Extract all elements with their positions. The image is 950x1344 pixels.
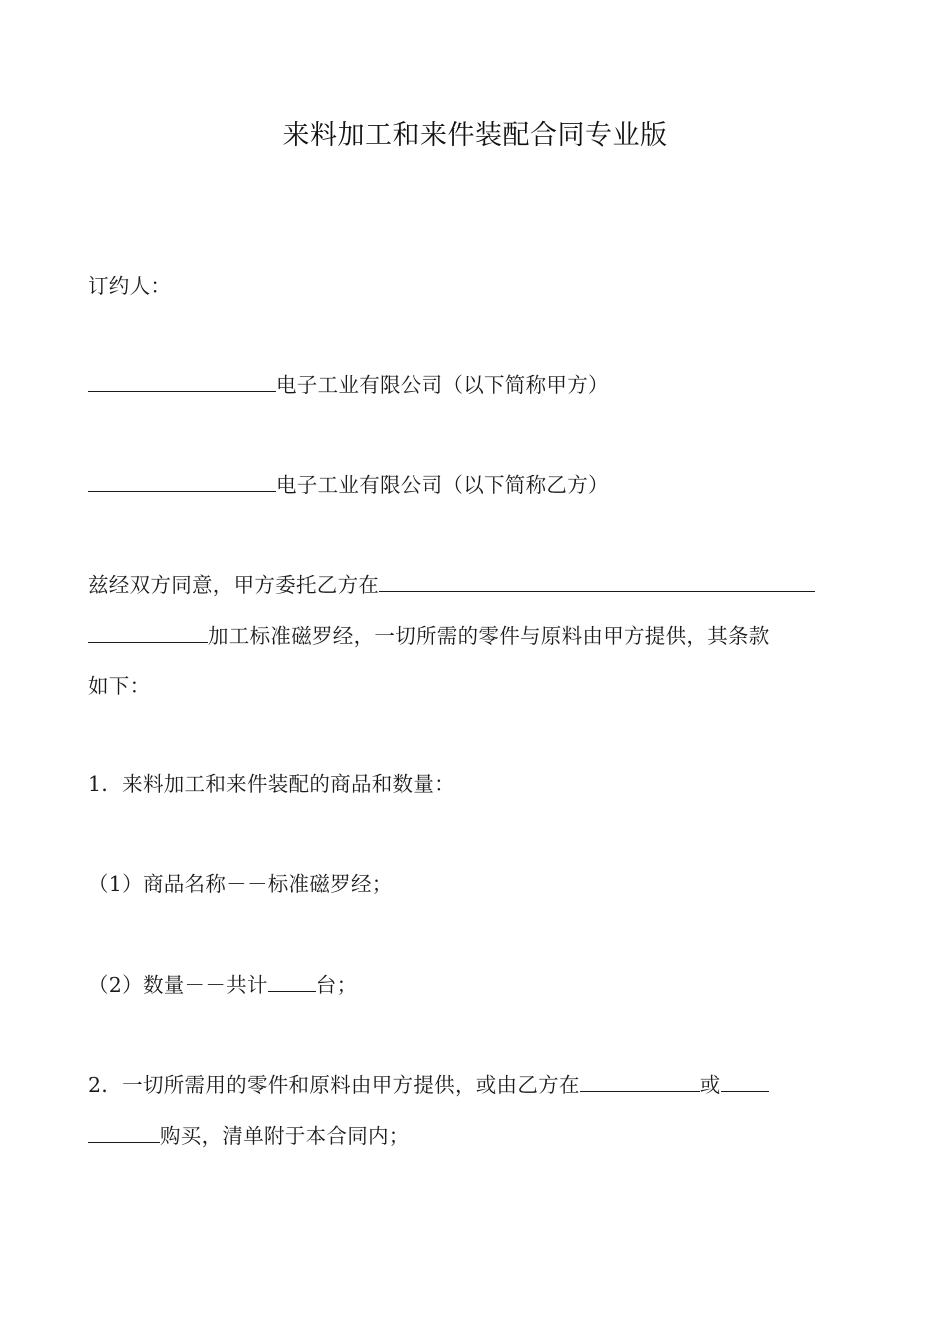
item-2-text-a: 数量－－共计 <box>142 973 268 997</box>
intro-line-3: 如下： <box>88 674 151 698</box>
clause-1-number: 1． <box>88 772 123 796</box>
purchase-place-2-blank <box>721 1059 769 1092</box>
purchase-place-2-blank-cont <box>88 1110 160 1143</box>
clause-2-text-a: 一切所需用的零件和原料由甲方提供，或由乙方在 <box>122 1073 580 1097</box>
intro-line-1 <box>88 559 815 610</box>
quantity-blank <box>268 959 316 992</box>
item-1 <box>88 859 393 909</box>
location-blank <box>379 559 815 592</box>
party-b-line <box>88 459 609 510</box>
item-2-text-b: 台； <box>315 973 358 997</box>
intro-text-1: 兹经双方同意，甲方委托乙方在 <box>88 573 380 597</box>
signatories-label: 订约人： <box>88 274 172 298</box>
party-b-blank <box>88 459 276 492</box>
clause-2-line-1 <box>88 1059 769 1110</box>
clause-1 <box>88 759 455 809</box>
clause-2-number: 2． <box>88 1073 123 1097</box>
party-a-line <box>88 359 609 410</box>
party-a-text: 电子工业有限公司（以下简称甲方） <box>276 373 609 397</box>
intro-text-2: 加工标准磁罗经，一切所需的零件与原料由甲方提供，其条款 <box>208 624 770 648</box>
item-1-number: （1） <box>88 872 143 896</box>
clause-2-line-2 <box>88 1110 410 1161</box>
item-2-number: （2） <box>88 973 143 997</box>
item-2 <box>88 959 357 1010</box>
clause-2-text-b: 或 <box>699 1073 721 1097</box>
party-a-blank <box>88 359 276 392</box>
clause-2-text-c: 购买，清单附于本合同内； <box>160 1124 410 1148</box>
clause-1-text: 来料加工和来件装配的商品和数量： <box>122 772 455 796</box>
document-title: 来料加工和来件装配合同专业版 <box>282 120 668 151</box>
intro-line-2 <box>88 610 770 661</box>
location-blank-cont <box>88 610 208 643</box>
party-b-text: 电子工业有限公司（以下简称乙方） <box>276 473 609 497</box>
purchase-place-1-blank <box>580 1059 700 1092</box>
item-1-text: 商品名称－－标准磁罗经； <box>142 872 393 896</box>
